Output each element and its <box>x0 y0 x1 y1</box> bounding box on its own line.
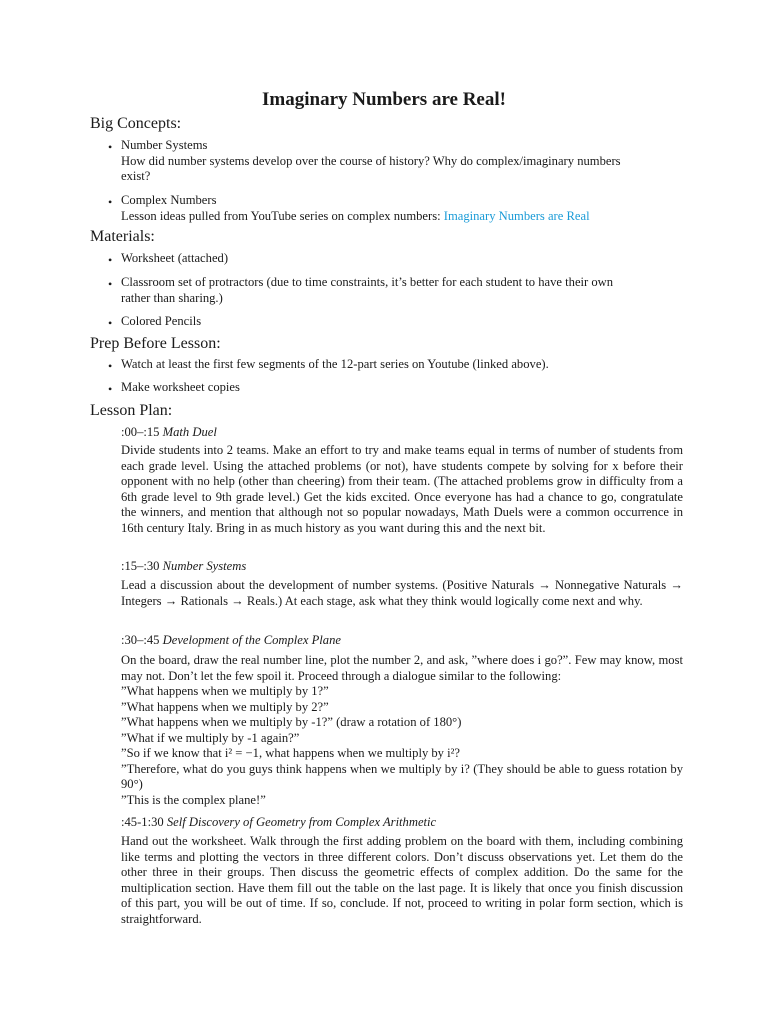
heading-lesson-plan: Lesson Plan: <box>90 402 173 419</box>
heading-big-concepts: Big Concepts: <box>90 115 182 132</box>
item-text: exist? <box>121 169 151 183</box>
bullet-icon: • <box>108 277 113 291</box>
segment-header-number-systems: :15–:30 Number Systems <box>121 559 247 573</box>
bullet-icon: • <box>108 359 113 373</box>
segment-text-complex-plane: On the board, draw the real number line, plot the number 2, and ask, ”where does i go?”. Few may know, most may not. Don’t let the few spoil it. Proceed through a dialogue similar to the following: ”What happens when we multiply by 1?” ”What happens when we multiply by 2?” ”What happens when we multiply by -1?” (draw a rotation of 180°) ”What if we multiply by -1 again?” ”So if we know that i² = −1, what happens when we multiply by i²? ”Therefore, what do you guys think happens when we multiply by i? (They should be able to guess rotation by 90°) ”This is the complex plane!” <box>121 653 683 807</box>
document-title: Imaginary Numbers are Real! <box>262 89 506 110</box>
bullet-icon: • <box>108 382 113 396</box>
bullet-icon: • <box>108 316 113 330</box>
bullet-icon: • <box>108 140 113 154</box>
segment-text-number-systems: Lead a discussion about the development of number systems. (Positive Naturals → Nonnegative Naturals → Integers → Rationals → Reals.) At each stage, ask what they think would logically come next and why. <box>121 578 683 608</box>
segment-header-math-duel: :00–:15 Math Duel <box>121 425 217 439</box>
bullet-icon: • <box>108 195 113 209</box>
bullet-icon: • <box>108 253 113 267</box>
list-item-number-systems <box>121 138 681 185</box>
segment-text-math-duel: Divide students into 2 teams. Make an effort to try and make teams equal in terms of number of students from each grade level. Using the attached problems (or not), have students compete by solving for x before their opponent with no help (other than cheering) from their team. (The attached problems grow in difficulty from a 6th grade level to 9th grade level.) Get the kids excited. Once everyone has had a chance to go, congratulate the winners, and mention that although not so popular nowadays, Math Duels were a common occurrence in 16th century Italy. Bring in as much history as you want during this and the next bit. <box>121 443 683 535</box>
heading-prep: Prep Before Lesson: <box>90 335 221 352</box>
list-item-complex-numbers <box>121 193 681 224</box>
list-item-worksheet: Worksheet (attached) <box>121 251 229 265</box>
list-item-worksheet-copies: Make worksheet copies <box>121 380 240 394</box>
youtube-series-link[interactable]: Imaginary Numbers are Real <box>443 208 590 223</box>
list-item-protractors: Classroom set of protractors (due to time constraints, it’s better for each student to have their own rather than sharing.) <box>121 275 614 305</box>
item-text: How did number systems develop over the course of history? Why do complex/imaginary numbers <box>121 153 621 168</box>
list-item-colored-pencils: Colored Pencils <box>121 314 202 328</box>
item-title: Number Systems <box>121 138 208 152</box>
item-title: Complex Numbers <box>121 193 217 207</box>
item-text: Lesson ideas pulled from YouTube series on complex numbers: Imaginary Numbers are Real <box>121 208 590 223</box>
segment-header-self-discovery: :45-1:30 Self Discovery of Geometry from Complex Arithmetic <box>121 815 437 829</box>
segment-header-complex-plane: :30–:45 Development of the Complex Plane <box>121 633 341 647</box>
heading-materials: Materials: <box>90 228 155 245</box>
segment-text-self-discovery: Hand out the worksheet. Walk through the first adding problem on the board with them, including combining like terms and plotting the vectors in three different colors. Don’t discuss observations yet. Let them do the other three in their groups. Then discuss the geometric effects of complex addition. Do the same for the multiplication section. Have them fill out the table on the last page. It is likely that once you finish discussion of this part, you will be out of time. If so, conclude. If not, proceed to writing in polar form section, which is straightforward. <box>121 834 683 926</box>
list-item-watch-series: Watch at least the first few segments of the 12-part series on Youtube (linked above). <box>121 357 549 371</box>
